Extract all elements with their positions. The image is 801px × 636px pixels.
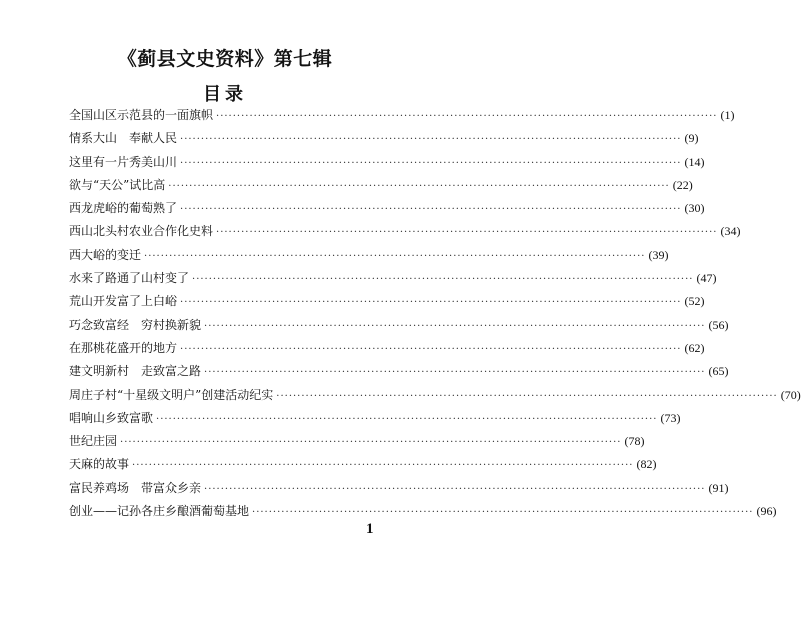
toc-entry-page: (91) — [708, 480, 729, 495]
toc-entry-title: 在那桃花盛开的地方 — [69, 340, 178, 355]
toc-entry-title: 创业——记孙各庄乡酿酒葡萄基地 — [69, 504, 250, 519]
dot-leader: ························································································································ — [204, 483, 706, 495]
toc-entry-title: 唱响山乡致富歌 — [69, 410, 154, 425]
dot-leader: ························································································································ — [156, 413, 658, 425]
dot-leader: ························································································································ — [204, 367, 706, 379]
toc-entry-page: (14) — [684, 154, 705, 169]
toc-entry — [69, 477, 729, 500]
toc-entry-page: (96) — [756, 504, 777, 519]
dot-leader: ························································································································ — [180, 157, 682, 169]
book-title: 《蓟县文史资料》第七辑 — [117, 48, 333, 70]
toc-entry-page: (30) — [684, 201, 705, 216]
toc-entry-title: 这里有一片秀美山川 — [69, 154, 178, 169]
toc-entry — [69, 384, 801, 407]
toc-entry — [69, 244, 669, 267]
toc-entry — [69, 407, 681, 430]
toc-entry-title: 情系大山 奉献人民 — [69, 131, 178, 146]
toc-heading: 目录 — [203, 84, 247, 105]
toc-entry-page: (22) — [672, 177, 693, 192]
dot-leader: ························································································································ — [204, 320, 706, 332]
dot-leader: ························································································································ — [180, 297, 682, 309]
toc-entry-title: 西山北头村农业合作化史料 — [69, 224, 214, 239]
toc-entry-page: (34) — [720, 224, 741, 239]
toc-entry — [69, 453, 657, 476]
toc-entry-title: 水来了路通了山村变了 — [69, 271, 190, 286]
toc-entry-page: (39) — [648, 247, 669, 262]
toc-entry — [69, 197, 705, 220]
toc-entry-page: (65) — [708, 364, 729, 379]
toc-entry-title: 西龙虎峪的葡萄熟了 — [69, 201, 178, 216]
dot-leader: ························································································································ — [168, 180, 670, 192]
toc-entry-page: (47) — [696, 271, 717, 286]
dot-leader: ························································································································ — [144, 250, 646, 262]
toc-entry — [69, 360, 729, 383]
dot-leader: ························································································································ — [192, 274, 694, 286]
page-number: 1 — [366, 521, 374, 537]
toc-entry — [69, 500, 777, 523]
toc-entry — [69, 174, 693, 197]
toc-entry-page: (82) — [636, 457, 657, 472]
toc-entry — [69, 314, 729, 337]
toc-entry-page: (70) — [780, 387, 801, 402]
dot-leader: ························································································································ — [216, 111, 718, 122]
toc-entry-page: (9) — [684, 131, 699, 146]
toc-entry-title: 荒山开发富了上白峪 — [69, 294, 178, 309]
dot-leader: ························································································································ — [120, 437, 622, 449]
toc-entry-title: 西大峪的变迁 — [69, 247, 142, 262]
toc-entry-title: 富民养鸡场 带富众乡亲 — [69, 480, 202, 495]
toc-entry-title: 建文明新村 走致富之路 — [69, 364, 202, 379]
dot-leader: ························································································································ — [276, 390, 778, 402]
toc-list — [69, 104, 801, 523]
toc-entry-page: (73) — [660, 410, 681, 425]
toc-entry — [69, 290, 705, 313]
toc-entry-page: (1) — [720, 108, 735, 122]
toc-entry — [69, 220, 741, 243]
toc-entry — [69, 151, 705, 174]
toc-entry-page: (56) — [708, 317, 729, 332]
toc-entry-title: 天麻的故事 — [69, 457, 130, 472]
toc-entry-title: 周庄子村“十星级文明户”创建活动纪实 — [69, 387, 274, 402]
toc-entry-title: 世纪庄园 — [69, 434, 118, 449]
toc-entry-page: (52) — [684, 294, 705, 309]
toc-entry — [69, 430, 645, 453]
dot-leader: ························································································································ — [180, 134, 682, 146]
toc-entry-title: 巧念致富经 穷村换新貌 — [69, 317, 202, 332]
toc-entry — [69, 104, 735, 127]
toc-entry-title: 欲与“天公”试比高 — [69, 177, 166, 192]
toc-entry-page: (78) — [624, 434, 645, 449]
toc-entry — [69, 127, 699, 150]
dot-leader: ························································································································ — [252, 507, 754, 519]
dot-leader: ························································································································ — [132, 460, 634, 472]
toc-entry-page: (62) — [684, 340, 705, 355]
toc-entry — [69, 337, 705, 360]
dot-leader: ························································································································ — [180, 343, 682, 355]
dot-leader: ························································································································ — [180, 204, 682, 216]
toc-entry — [69, 267, 717, 290]
dot-leader: ························································································································ — [216, 227, 718, 239]
toc-entry-title: 全国山区示范县的一面旗帜 — [69, 108, 214, 122]
